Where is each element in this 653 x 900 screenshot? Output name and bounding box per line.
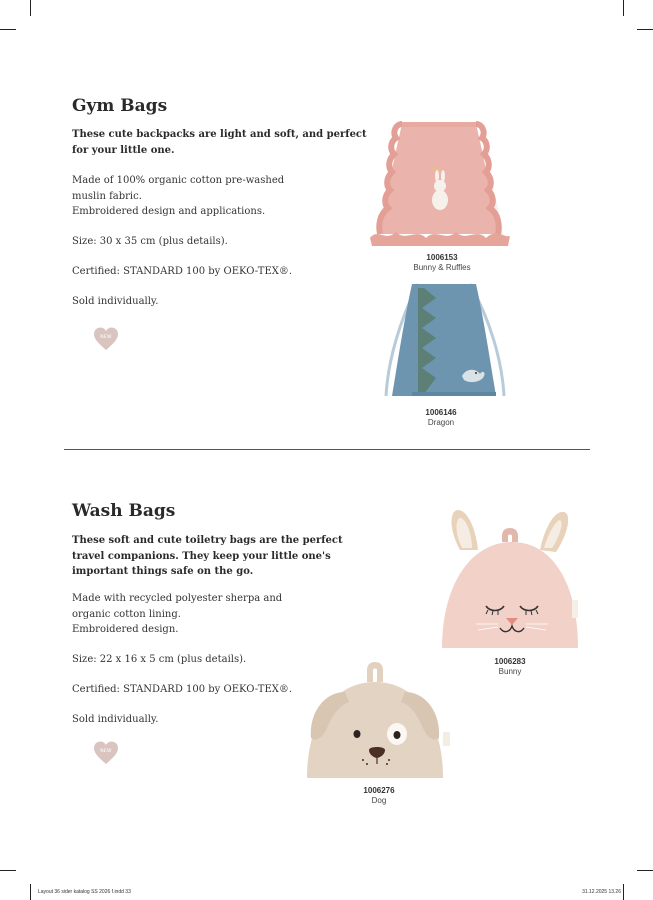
gym-lead-line-2: for your little one. [72, 144, 175, 156]
gym-material-text: Made of 100% organic cotton pre-washed muslin fabric. Embroidered design and applications. [72, 175, 285, 217]
wash-certified-text: Certified: STANDARD 100 by OEKO-TEX®. [72, 684, 293, 695]
crop-mark [637, 870, 653, 871]
product-code: 1006276 [363, 786, 395, 795]
product-caption-1006276 [319, 786, 439, 806]
wash-lead-line-2: travel companions. They keep your little one's [72, 550, 331, 562]
gym-bags-title: Gym Bags [72, 96, 168, 116]
crop-mark [30, 0, 31, 16]
wash-size-text: Size: 22 x 16 x 5 cm (plus details). [72, 654, 247, 665]
product-code: 1006146 [425, 408, 457, 417]
gym-size-text: Size: 30 x 35 cm (plus details). [72, 236, 228, 247]
wash-sold-text: Sold individually. [72, 714, 159, 725]
product-caption-1006153 [382, 253, 502, 273]
wash-bags-title: Wash Bags [72, 501, 176, 521]
bunny-wash-bag-image [440, 506, 582, 652]
print-slug-right: 31.12.2025 13.26 [582, 889, 621, 895]
gym-bags-lead [72, 127, 367, 158]
product-name: Dragon [427, 418, 455, 427]
wash-new-badge-label: NEW [100, 749, 112, 754]
bunny-ruffles-gym-bag-image [366, 118, 512, 252]
crop-mark [30, 884, 31, 900]
product-name: Dog [371, 796, 387, 805]
crop-mark [637, 29, 653, 30]
gym-sold-text: Sold individually. [72, 296, 159, 307]
wash-bags-lead [72, 533, 343, 580]
product-caption-1006146 [381, 408, 501, 428]
wash-lead-line-3: important things safe on the go. [72, 566, 254, 577]
crop-mark [623, 0, 624, 16]
product-caption-1006283 [450, 657, 570, 677]
product-code: 1006283 [494, 657, 526, 666]
gym-certified-text: Certified: STANDARD 100 by OEKO-TEX®. [72, 266, 293, 277]
crop-mark [0, 29, 16, 30]
product-name: Bunny [498, 667, 522, 676]
product-name: Bunny & Ruffles [413, 263, 471, 272]
gym-lead-line-1: These cute backpacks are light and soft, and perfect [72, 129, 367, 140]
crop-mark [623, 884, 624, 900]
dog-wash-bag-image [305, 662, 455, 782]
section-divider [64, 449, 590, 450]
crop-mark [0, 870, 16, 871]
gym-new-badge-label: NEW [100, 335, 112, 340]
wash-lead-line-1: These soft and cute toiletry bags are the perfect [72, 535, 343, 546]
dragon-gym-bag-image [378, 280, 510, 406]
print-slug-left: Layout 36 sider katalog SS 2026 f.indd 33 [38, 889, 131, 895]
product-code: 1006153 [426, 253, 458, 262]
wash-material-text: Made with recycled polyester sherpa and organic cotton lining. Embroidered design. [72, 593, 283, 635]
